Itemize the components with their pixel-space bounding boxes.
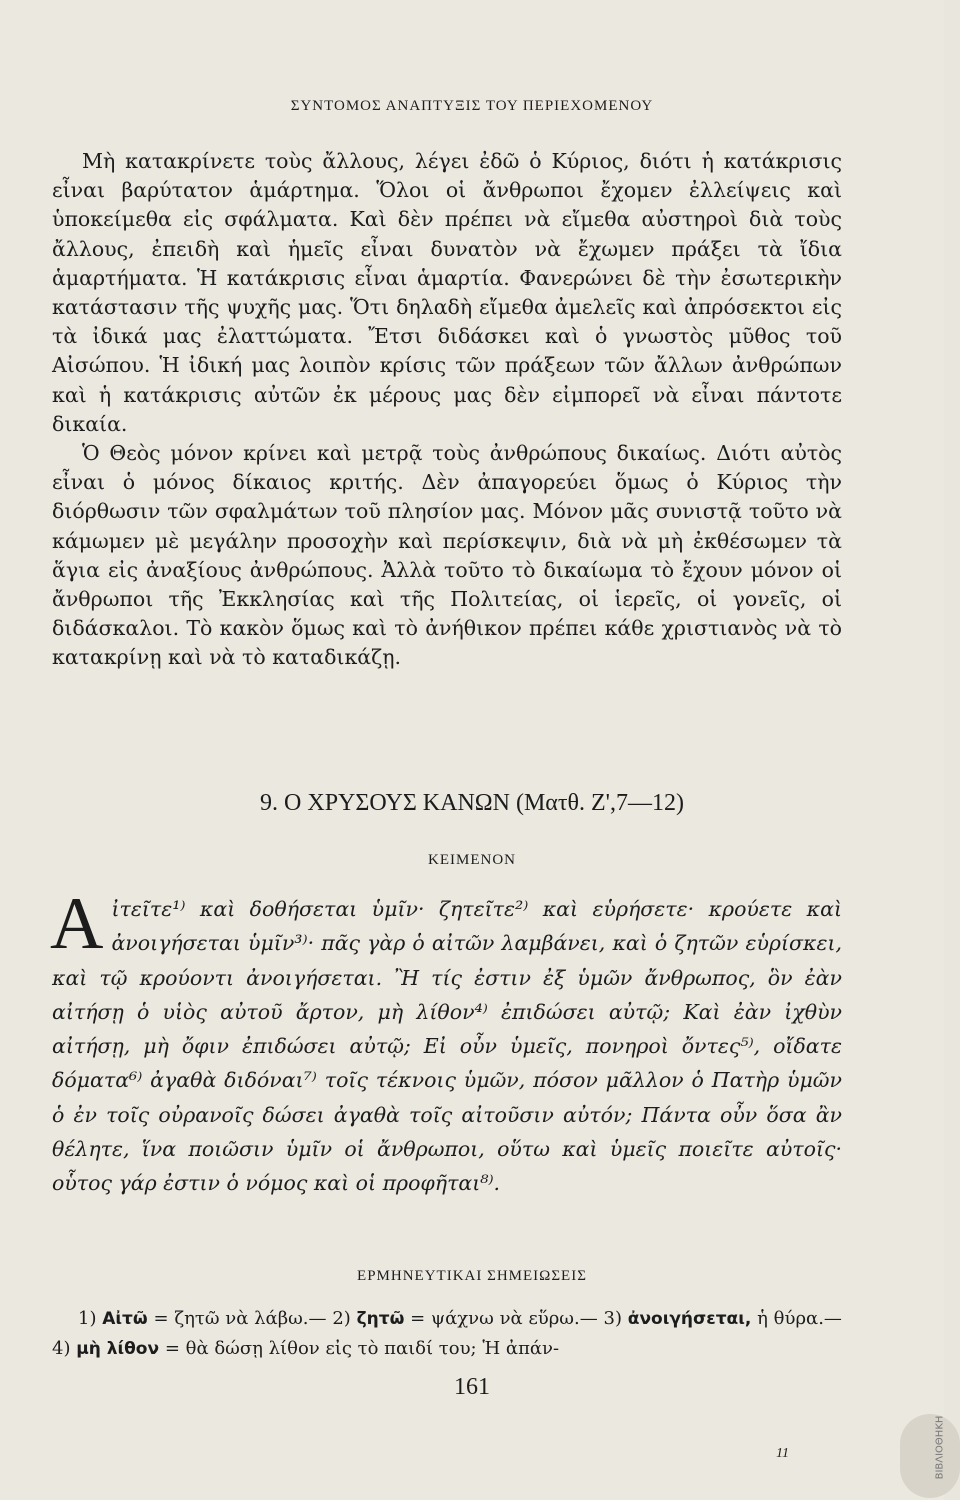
page-number: 161: [454, 1374, 490, 1400]
note-definition: = ψάχνω νὰ εὕρω.—: [410, 1308, 598, 1329]
stamp-text: ΒΙΒΛΙΟΘΗΚΗ: [934, 1415, 946, 1480]
scripture-text: [50, 883, 842, 1201]
section-heading: 9. Ο ΧΡΥΣΟΥΣ ΚΑΝΩΝ (Ματθ. Ζ',7—12): [260, 790, 684, 816]
note-number: 1): [78, 1308, 97, 1329]
explanatory-notes: [52, 1304, 842, 1364]
note-definition: = ζητῶ νὰ λάβω.—: [153, 1308, 327, 1329]
note-term: Αἰτῶ: [102, 1309, 148, 1329]
paragraph-2: Ὁ Θεὸς μόνον κρίνει καὶ μετρᾷ τοὺς ἀνθρώπους δικαίως. Διότι αὐτὸς εἶναι ὁ μόνος δίκαιος κριτής. Δὲν ἀπαγορεύει ὅμως ὁ Κύριος τὴν διόρθωσιν τῶν σφαλμάτων τοῦ πλησίον μας. Μόνον μᾶς συνιστᾷ τοῦτο νὰ κάμωμεν μὲ μεγάλην προσοχὴν καὶ περίσκεψιν, διὰ νὰ μὴ ἐκθέσωμεν τὰ ἅγια εἰς ἀναξίους ἀνθρώπους. Ἀλλὰ τοῦτο τὸ δικαίωμα τὸ ἔχουν μόνον οἱ ἄνθρωποι τῆς Ἐκκλησίας καὶ τῆς Πολιτείας, οἱ ἱερεῖς, οἱ γονεῖς, οἱ διδάσκαλοι. Τὸ κακὸν ὅμως καὶ τὸ ἀνήθικον πρέπει κάθε χριστιανὸς νὰ τὸ κατακρίνῃ καὶ νὰ τὸ καταδικάζῃ.: [52, 441, 842, 670]
note-term: μὴ λίθον: [76, 1339, 160, 1359]
scripture-passage: ἰτεῖτε¹⁾ καὶ δοθήσεται ὑμῖν· ζητεῖτε²⁾ καὶ εὑρήσετε· κρούετε καὶ ἀνοιγήσεται ὑμῖν³⁾· πᾶς γὰρ ὁ αἰτῶν λαμβάνει, καὶ ὁ ζητῶν εὑρίσκει, καὶ τῷ κρούοντι ἀνοιγήσεται. Ἢ τίς ἐστιν ἐξ ὑμῶν ἄνθρωπος, ὃν ἐὰν αἰτήσῃ ὁ υἱὸς αὐτοῦ ἄρτον, μὴ λίθον⁴⁾ ἐπιδώσει αὐτῷ; Καὶ ἐὰν ἰχθὺν αἰτήσῃ, μὴ ὄφιν ἐπιδώσει αὐτῷ; Εἰ οὖν ὑμεῖς, πονηροὶ ὄντες⁵⁾, οἴδατε δόματα⁶⁾ ἀγαθὰ διδόναι⁷⁾ τοῖς τέκνοις ὑμῶν, πόσον μᾶλλον ὁ Πατὴρ ὑμῶν ὁ ἐν τοῖς οὐρανοῖς δώσει ἀγαθὰ τοῖς αἰτοῦσιν αὐτόν; Πάντα οὖν ὅσα ἂν θέλητε, ἵνα ποιῶσιν ὑμῖν οἱ ἄνθρωποι, οὕτω καὶ ὑμεῖς ποιεῖτε αὐτοῖς· οὗτος γάρ ἐστιν ὁ νόμος καὶ οἱ προφῆται⁸⁾.: [52, 897, 842, 1196]
signature-mark: 11: [776, 1446, 789, 1461]
drop-cap: Α: [50, 883, 104, 965]
library-stamp: [900, 1414, 960, 1498]
note-definition: = θὰ δώσῃ λίθον εἰς τὸ παιδί του; Ἡ ἀπάν-: [164, 1338, 560, 1359]
note-number: 4): [52, 1338, 71, 1359]
paragraph-1: Μὴ κατακρίνετε τοὺς ἄλλους, λέγει ἐδῶ ὁ Κύριος, διότι ἡ κατάκρισις εἶναι βαρύτατον ἁμάρτημα. Ὅλοι οἱ ἄνθρωποι ἔχομεν ἐλλείψεις καὶ ὑποκείμεθα εἰς σφάλματα. Καὶ δὲν πρέπει νὰ εἴμεθα αὐστηροὶ διὰ τοὺς ἄλλους, ἐπειδὴ καὶ ἡμεῖς εἶναι δυνατὸν νὰ ἔχωμεν πράξει τὰ ἴδια ἁμαρτήματα. Ἡ κατάκρισις εἶναι ἁμαρτία. Φανερώνει δὲ τὴν ἐσωτερικὴν κατάστασιν τῆς ψυχῆς μας. Ὅτι δηλαδὴ εἴμεθα ἀμελεῖς καὶ ἀπρόσεκτοι εἰς τὰ ἰδικά μας ἐλαττώματα. Ἔτσι διδάσκει καὶ ὁ γνωστὸς μῦθος τοῦ Αἰσώπου. Ἡ ἰδική μας λοιπὸν κρίσις τῶν πράξεων τῶν ἄλλων ἀνθρώπων καὶ ἡ κατάκρισις αὐτῶν ἐκ μέρους μας δὲν εἰμπορεῖ νὰ εἶναι πάντοτε δικαία.: [52, 149, 842, 436]
commentary-body: [52, 147, 842, 673]
note-definition: ἡ θύρα.—: [757, 1308, 842, 1329]
notes-heading: ΕΡΜΗΝΕΥΤΙΚΑΙ ΣΗΜΕΙΩΣΕΙΣ: [357, 1268, 587, 1284]
note-term: ἀνοιγήσεται,: [627, 1309, 752, 1329]
text-subheading: ΚΕΙΜΕΝΟΝ: [428, 852, 516, 868]
note-number: 3): [603, 1308, 622, 1329]
note-number: 2): [332, 1308, 351, 1329]
running-head: ΣΥΝΤΟΜΟΣ ΑΝΑΠΤΥΞΙΣ ΤΟΥ ΠΕΡΙΕΧΟΜΕΝΟΥ: [290, 98, 654, 114]
note-term: ζητῶ: [356, 1309, 405, 1329]
